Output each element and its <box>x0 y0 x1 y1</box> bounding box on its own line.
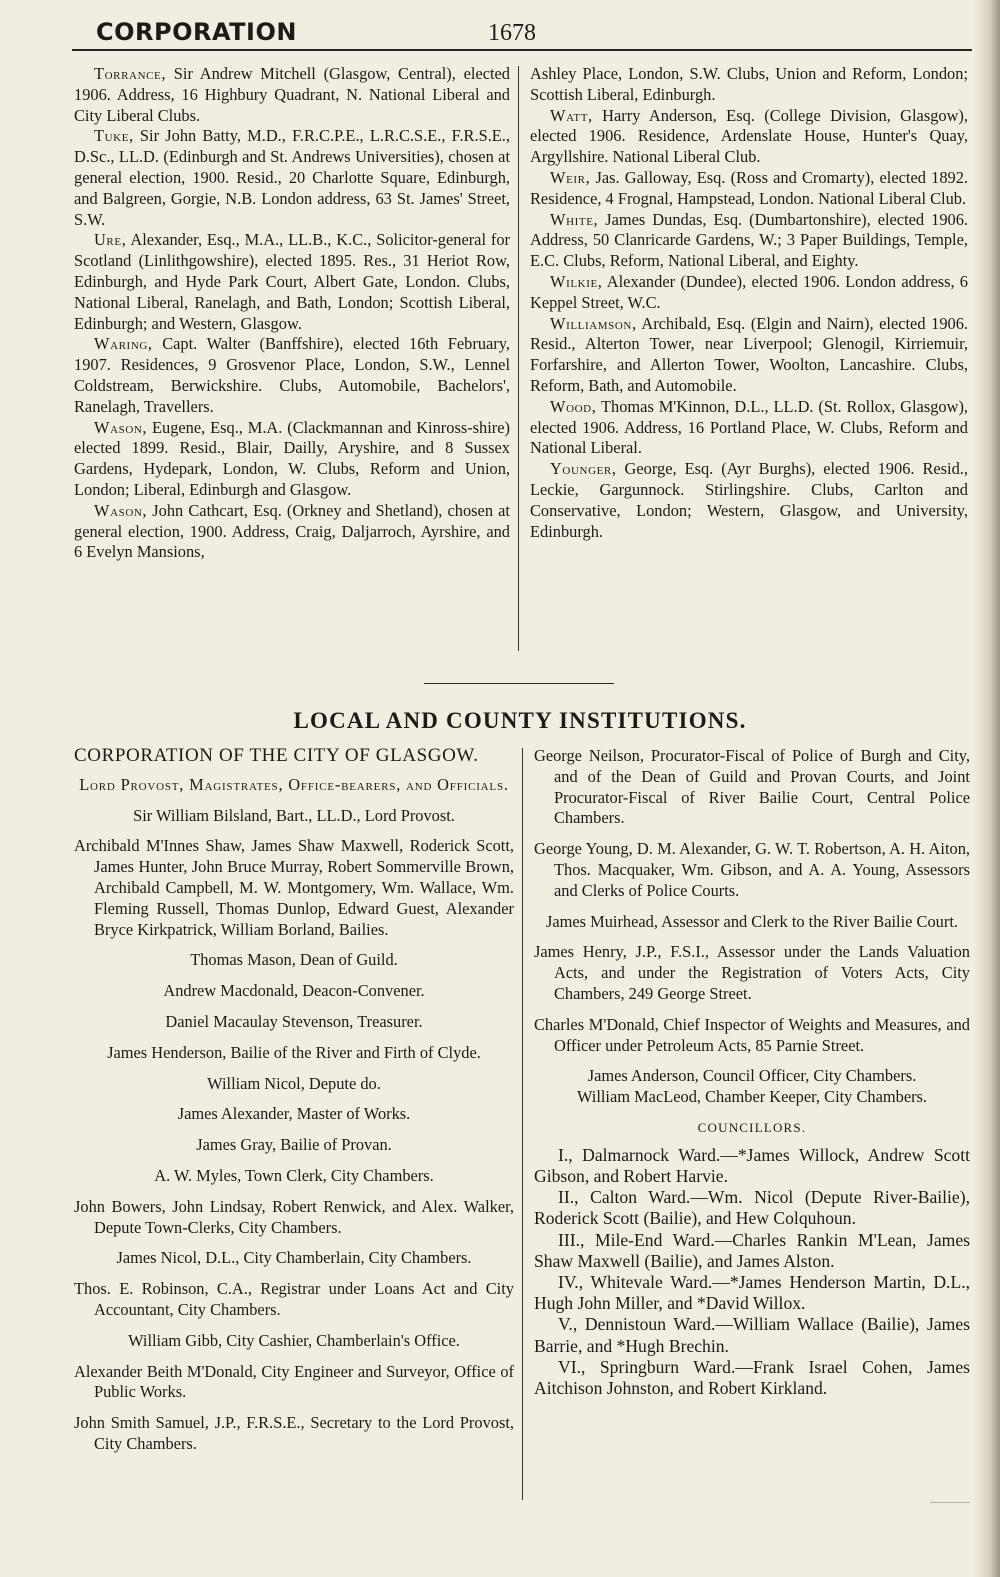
official-entry: Archibald M'Innes Shaw, James Shaw Maxwell, Roderick Scott, James Hunter, John Bruce Murray, Robert Sommerville Brown, Archibald Campbell, M. W. Montgomery, Wm. Wallace, Wm. Fleming Russell, Thomas Dunlop, Edward Guest, Alexander Bryce Kirkpatrick, William Borland, Bailies. <box>74 836 514 939</box>
member-details: Capt. Walter (Banffshire), elected 16th February, 1907. Residences, 9 Grosvenor Place, London, S.W., Lennel Coldstream, Berwickshire. Clubs, Automobile, Bachelors', Ranelagh, Travellers. <box>74 334 510 416</box>
ward-entry: V., Dennistoun Ward.—William Wallace (Bailie), James Barrie, and *Hugh Brechin. <box>534 1314 970 1356</box>
official-entry: James Gray, Bailie of Provan. <box>196 1135 392 1155</box>
member-entry <box>530 314 968 397</box>
section-title: LOCAL AND COUNTY INSTITUTIONS. <box>293 708 747 733</box>
member-surname: Torrance, <box>94 64 167 83</box>
ward-entry: III., Mile-End Ward.—Charles Rankin M'Lean, James Shaw Maxwell (Bailie), and James Alston. <box>534 1229 970 1271</box>
member-entry <box>530 106 968 168</box>
ward-entry: I., Dalmarnock Ward.—*James Willock, Andrew Scott Gibson, and Robert Harvie. <box>534 1144 970 1186</box>
column-divider <box>518 66 519 651</box>
official-entry: William MacLeod, Chamber Keeper, City Chambers. <box>576 1087 928 1107</box>
member-entry <box>530 397 968 459</box>
page-number: 1678 <box>488 20 536 46</box>
official-entry: George Young, D. M. Alexander, G. W. T. Robertson, A. H. Aiton, Thos. Macquaker, Wm. Gibson, and A. A. Young, Assessors and Clerks of Police Courts. <box>534 839 970 900</box>
glasgow-right-column <box>534 746 970 1399</box>
member-details: Jas. Galloway, Esq. (Ross and Cromarty), elected 1892. Residence, 4 Frognal, Hampstead, London. National Liberal Club. <box>530 167 968 208</box>
member-entry <box>74 501 510 563</box>
member-details: Alexander (Dundee), elected 1906. London address, 6 Keppel Street, W.C. <box>530 271 968 312</box>
official-entry: James Nicol, D.L., City Chamberlain, City Chambers. <box>116 1248 472 1268</box>
member-surname: Younger, <box>550 459 617 479</box>
member-entry <box>74 334 510 417</box>
header-rule <box>72 49 972 51</box>
section-name: CORPORATION <box>96 18 297 46</box>
page-edge-shadow <box>974 0 1000 1577</box>
member-details: Sir John Batty, M.D., F.R.C.P.E., L.R.C.S.E., F.R.S.E., D.Sc., LL.D. (Edinburgh and St. Andrews Universities), chosen at general election, 1900. Resid., 20 Charlotte Square, Edinburgh, and Balgreen, Gorgie, N.B. London address, 63 St. James' Street, S.W. <box>74 126 510 229</box>
member-entry <box>530 459 968 542</box>
official-entry: James Anderson, Council Officer, City Chambers. <box>587 1066 917 1086</box>
official-entry: Andrew Macdonald, Deacon-Convener. <box>163 981 425 1001</box>
member-surname: Watt, <box>550 105 593 125</box>
official-entry: Sir William Bilsland, Bart., LL.D., Lord Provost. <box>133 805 455 825</box>
member-surname: Waring, <box>94 334 153 354</box>
member-entry <box>74 230 510 334</box>
official-entry: A. W. Myles, Town Clerk, City Chambers. <box>154 1165 434 1185</box>
official-entry: William Nicol, Depute do. <box>207 1073 381 1093</box>
member-details: Ashley Place, London, S.W. Clubs, Union and Reform, London; Scottish Liberal, Edinburgh. <box>530 64 968 104</box>
member-surname: Ure, <box>94 230 127 250</box>
member-entry <box>74 64 510 126</box>
member-entry-continued <box>530 64 968 106</box>
official-entry: John Bowers, John Lindsay, Robert Renwick, and Alex. Walker, Depute Town-Clerks, City Chambers. <box>74 1196 514 1237</box>
member-details: Archibald, Esq. (Elgin and Nairn), elected 1906. Resid., Alterton Tower, near Liverpool; Glenogil, Kirriemuir, Forfarshire, and Allerton Tower, Woolton, Lancashire. Clubs, Reform, Bath, and Automobile. <box>530 313 968 395</box>
ward-entry: IV., Whitevale Ward.—*James Henderson Martin, D.L., Hugh John Miller, and *David Willox. <box>534 1271 970 1314</box>
officials-subheading: Lord Provost, Magistrates, Office-bearers, and Officials. <box>79 774 509 794</box>
running-head <box>96 16 976 52</box>
ward-entry: VI., Springburn Ward.—Frank Israel Cohen, James Aitchison Johnston, and Robert Kirkland. <box>534 1356 970 1398</box>
official-entry: Alexander Beith M'Donald, City Engineer and Surveyor, Office of Public Works. <box>74 1361 514 1402</box>
glasgow-left-column <box>74 746 514 1465</box>
member-details: Alexander, Esq., M.A., LL.B., K.C., Solicitor-general for Scotland (Linlithgowshire), elected 1895. Res., 31 Heriot Row, Edinburgh, and Hyde Park Court, Albert Gate, London. Clubs, National Liberal, Ranelagh, and Bath, London; Scottish Liberal, Edinburgh; and Western, Glasgow. <box>74 230 510 333</box>
member-surname: Wason, <box>94 417 148 437</box>
footer-mark <box>930 1502 970 1503</box>
official-entry: Daniel Macaulay Stevenson, Treasurer. <box>165 1011 423 1031</box>
official-entry: George Neilson, Procurator-Fiscal of Police of Burgh and City, and of the Dean of Guild and Provan Courts, and Joint Procurator-Fiscal of River Bailie Court, Central Police Chambers. <box>534 746 970 828</box>
member-details: Sir Andrew Mitchell (Glasgow, Central), elected 1906. Address, 16 Highbury Quadrant, N. National Liberal and City Liberal Clubs. <box>74 64 510 125</box>
official-entry: John Smith Samuel, J.P., F.R.S.E., Secretary to the Lord Provost, City Chambers. <box>74 1413 514 1453</box>
member-surname: Wilkie, <box>550 271 603 291</box>
member-entry <box>530 210 968 272</box>
section-separator-rule <box>424 683 614 684</box>
member-details: Eugene, Esq., M.A. (Clackmannan and Kinross-shire) elected 1899. Resid., Blair, Dailly, Aryshire, and 8 Sussex Gardens, Hydepark, London, W. Clubs, Reform and Union, London; Liberal, Edinburgh and Glasgow. <box>74 417 510 499</box>
member-surname: Tuke, <box>94 126 134 146</box>
official-entry: James Henry, J.P., F.S.I., Assessor under the Lands Valuation Acts, and under the Registration of Voters Acts, City Chambers, 249 George Street. <box>534 942 970 1003</box>
member-surname: Williamson, <box>550 313 637 333</box>
member-details: George, Esq. (Ayr Burghs), elected 1906. Resid., Leckie, Gargunnock. Stirlingshire. Clubs, Carlton and Conservative, London; Western, Glasgow, and University, Edinburgh. <box>530 459 968 541</box>
member-entry <box>530 168 968 210</box>
member-surname: Weir, <box>550 167 591 187</box>
member-details: Thomas M'Kinnon, D.L., LL.D. (St. Rollox, Glasgow), elected 1906. Address, 16 Portland Place, W. Clubs, Reform and National Liberal. <box>530 396 968 458</box>
member-entry <box>74 418 510 501</box>
ward-entry: II., Calton Ward.—Wm. Nicol (Depute River-Bailie), Roderick Scott (Bailie), and Hew Colquhoun. <box>534 1187 970 1229</box>
member-surname: White, <box>550 209 599 229</box>
official-entry: James Alexander, Master of Works. <box>177 1104 411 1124</box>
official-entry: Thos. E. Robinson, C.A., Registrar under Loans Act and City Accountant, City Chambers. <box>74 1279 514 1319</box>
member-details: John Cathcart, Esq. (Orkney and Shetland), chosen at general election, 1900. Address, Craig, Daljarroch, Ayrshire, and 6 Evelyn Mansions, <box>74 500 510 562</box>
members-left-column <box>74 64 510 563</box>
member-details: Harry Anderson, Esq. (College Division, Glasgow), elected 1906. Residence, Ardenslate House, Hunter's Quay, Argyllshire. National Liberal Club. <box>530 105 968 167</box>
official-entry: Thomas Mason, Dean of Guild. <box>190 950 398 970</box>
column-divider <box>522 748 523 1500</box>
member-surname: Wood, <box>550 396 597 416</box>
member-entry <box>74 126 510 230</box>
member-details: James Dundas, Esq. (Dumbartonshire), elected 1906. Address, 50 Clanricarde Gardens, W.; 3 Paper Buildings, Temple, E.C. Clubs, Reform, National Liberal, and Eighty. <box>530 209 968 271</box>
member-entry <box>530 272 968 314</box>
official-entry: James Henderson, Bailie of the River and Firth of Clyde. <box>107 1042 481 1062</box>
corporation-heading: CORPORATION OF THE CITY OF GLASGOW. <box>74 745 479 766</box>
official-entry: Charles M'Donald, Chief Inspector of Weights and Measures, and Officer under Petroleum Acts, 85 Parnie Street. <box>534 1014 970 1055</box>
members-right-column <box>530 64 968 542</box>
official-entry: William Gibb, City Cashier, Chamberlain's Office. <box>128 1330 460 1350</box>
member-surname: Wason, <box>94 500 148 520</box>
official-entry: James Muirhead, Assessor and Clerk to the River Bailie Court. <box>546 911 958 931</box>
councillors-heading: COUNCILLORS. <box>697 1119 807 1135</box>
